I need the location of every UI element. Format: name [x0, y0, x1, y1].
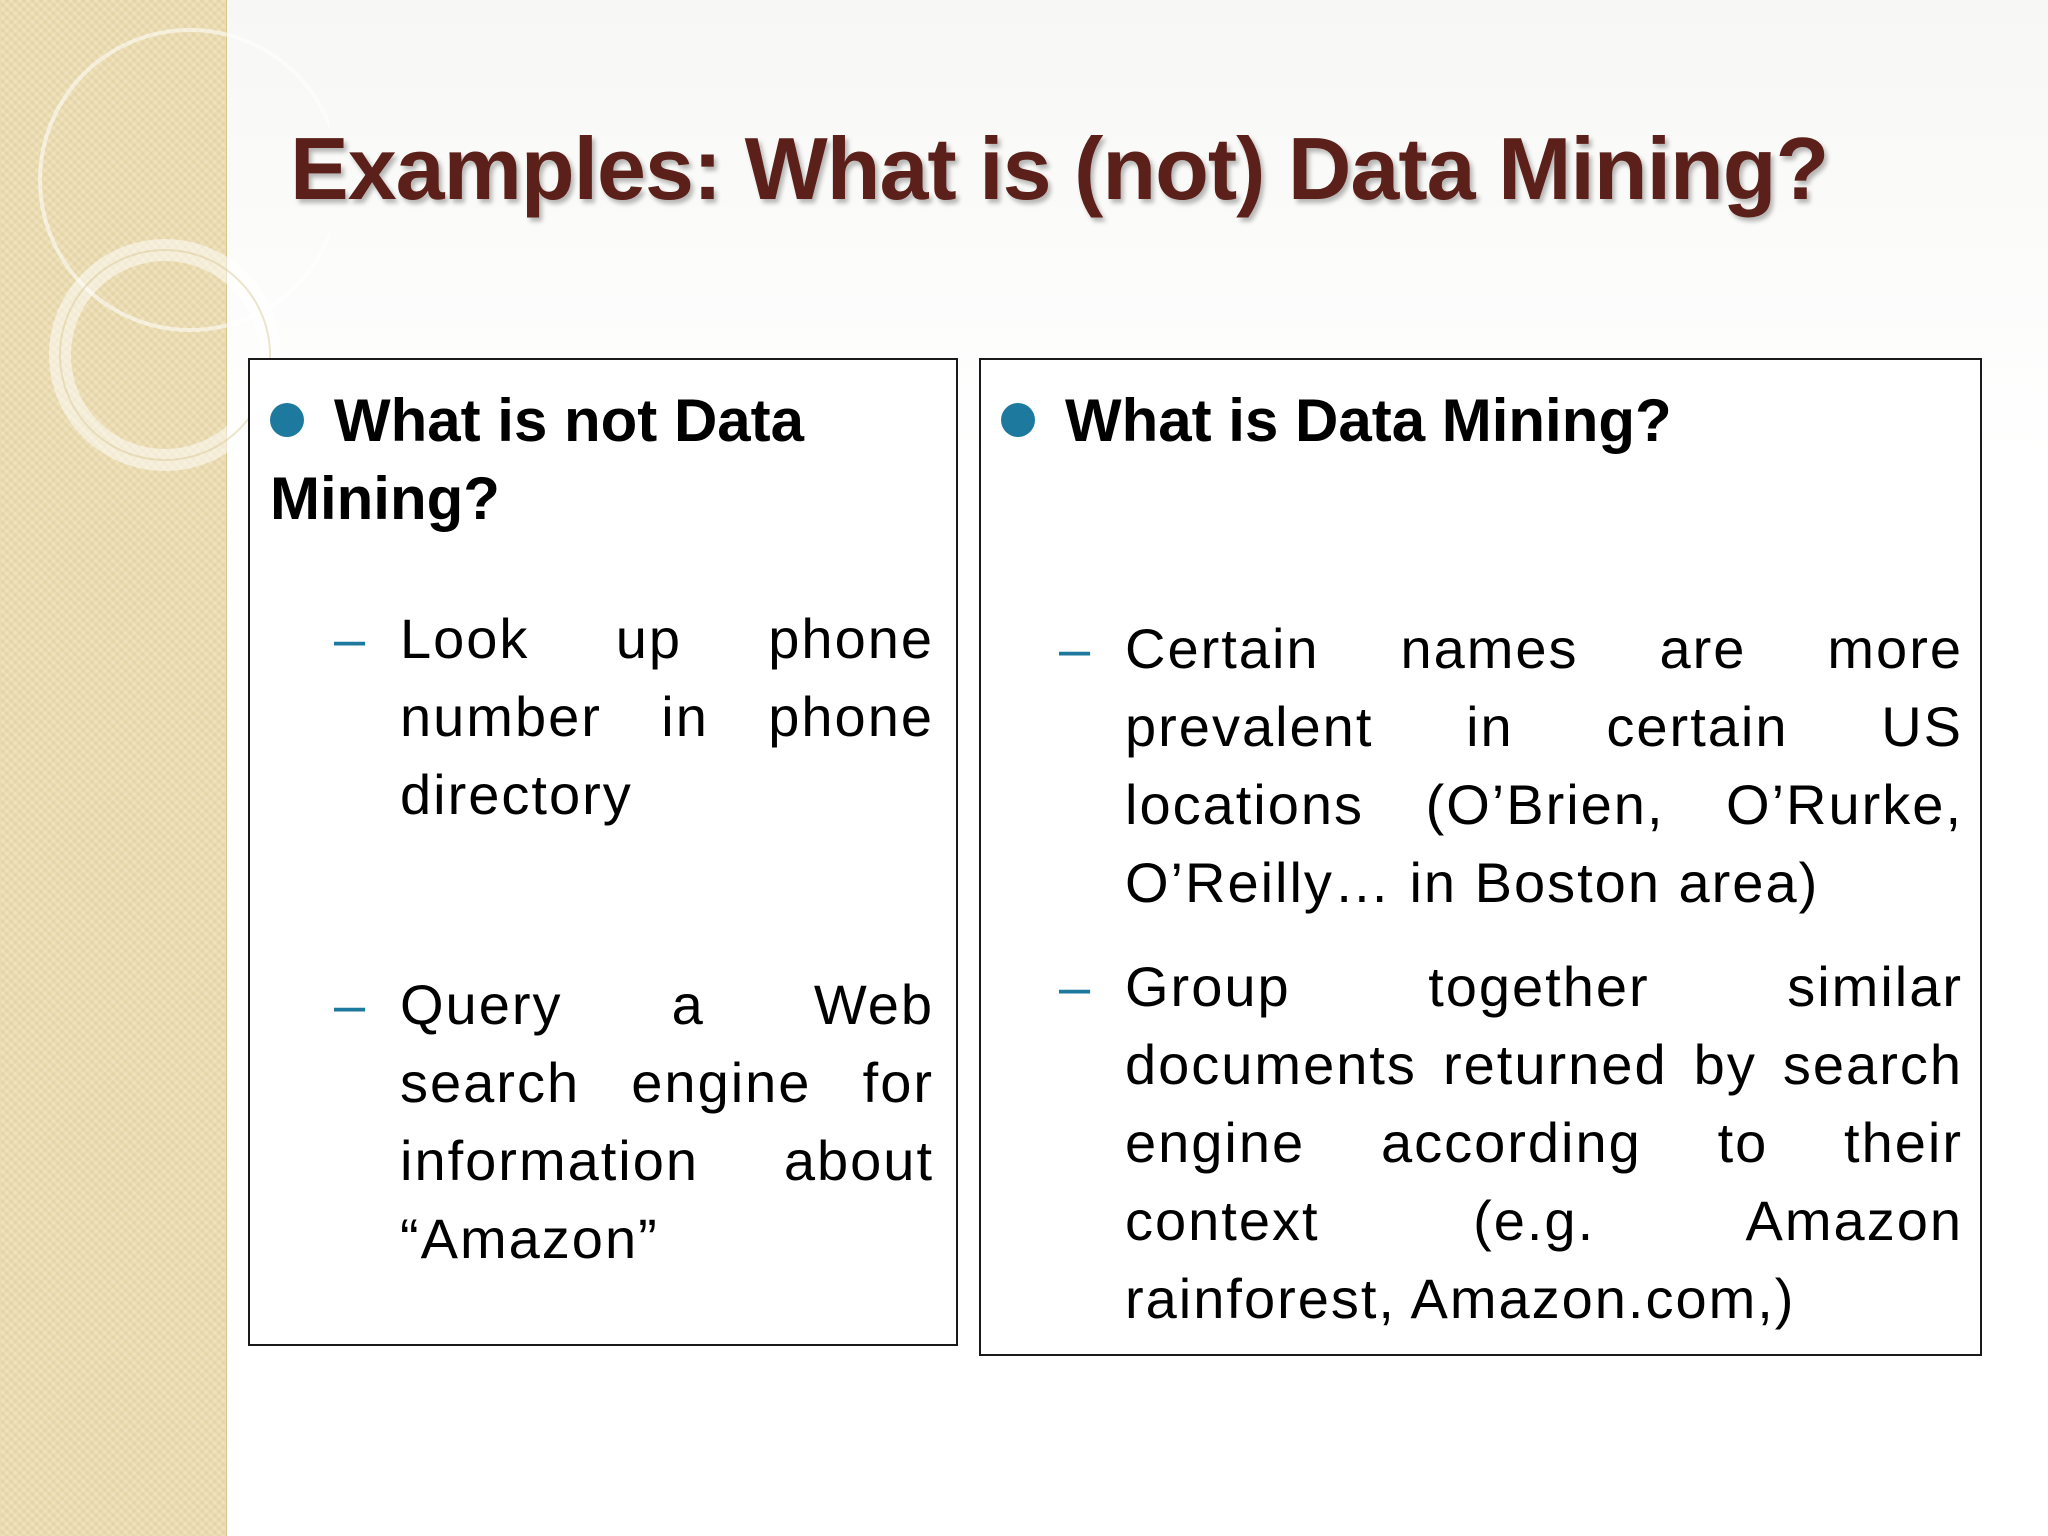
- data-mining-panel: [979, 358, 1982, 1356]
- list-item-text: Group together similar documents returned by search engine according to their context (e.g. Amazon rainforest, Amazon.com,): [1125, 955, 1963, 1330]
- list-item: [334, 966, 934, 1278]
- list-item: [1059, 610, 1963, 922]
- list-item-text: Certain names are more prevalent in certain US locations (O’Brien, O’Rurke, O’Reilly… in Boston area): [1125, 617, 1963, 914]
- list-item-text: Look up phone number in phone directory: [400, 607, 934, 826]
- en-dash-bullet-icon: –: [1059, 617, 1093, 680]
- en-dash-bullet-icon: –: [334, 607, 368, 670]
- not-data-mining-panel: [248, 358, 958, 1346]
- slide-title: Examples: What is (not) Data Mining?: [290, 119, 1829, 218]
- heading-text: What is Data Mining?: [1065, 387, 1672, 454]
- heading-text: What is not Data Mining?: [270, 387, 805, 532]
- data-mining-list: [1059, 610, 1963, 1338]
- list-item: [334, 600, 934, 834]
- filled-circle-bullet-icon: [1001, 403, 1035, 437]
- en-dash-bullet-icon: –: [334, 973, 368, 1036]
- filled-circle-bullet-icon: [270, 403, 304, 437]
- not-data-mining-heading: [270, 382, 920, 538]
- not-data-mining-list: [334, 600, 934, 1278]
- list-item: [1059, 948, 1963, 1338]
- en-dash-bullet-icon: –: [1059, 955, 1093, 1018]
- list-item-text: Query a Web search engine for information about “Amazon”: [400, 973, 934, 1270]
- data-mining-heading: [1001, 382, 1941, 460]
